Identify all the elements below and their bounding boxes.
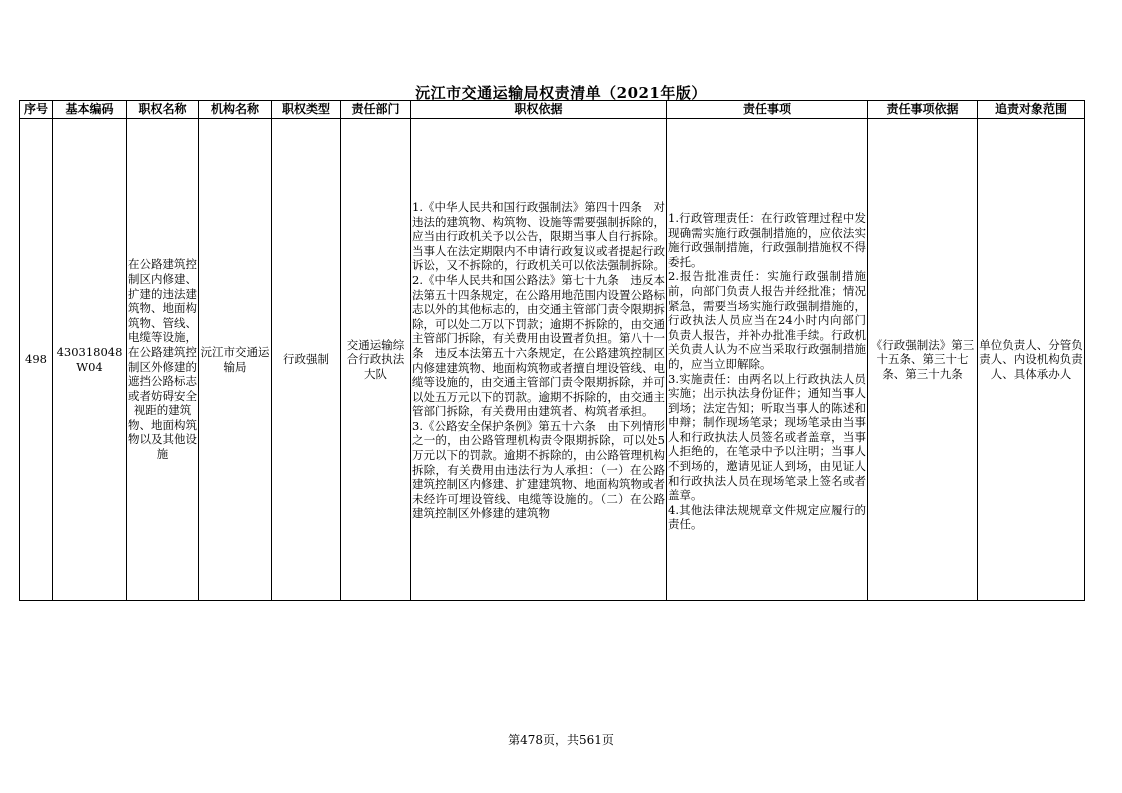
column-header: 责任事项依据: [868, 101, 978, 119]
cell-basis: [411, 119, 667, 601]
column-header: 责任事项: [667, 101, 868, 119]
cell-index: 498: [20, 119, 53, 601]
page-title: 沅江市交通运输局权责清单（2021年版）: [415, 84, 707, 102]
column-header: 机构名称: [199, 101, 272, 119]
column-header: 职权依据: [411, 101, 667, 119]
table-row: [20, 119, 1085, 601]
page-footer: 第478页，共561页: [508, 733, 614, 747]
cell-code: 430318048W04: [53, 119, 127, 601]
power-list-table: [19, 100, 1085, 601]
column-header: 职权类型: [272, 101, 341, 119]
column-header: 职权名称: [127, 101, 199, 119]
cell-resp-basis: 《行政强制法》第三十五条、第三十七条、第三十九条: [868, 119, 978, 601]
cell-dept: 交通运输综合行政执法大队: [341, 119, 411, 601]
column-header: 追责对象范围: [978, 101, 1085, 119]
column-header: 序号: [20, 101, 53, 119]
cell-accountability: 单位负责人、分管负责人、内设机构负责人、具体承办人: [978, 119, 1085, 601]
column-header: 责任部门: [341, 101, 411, 119]
basis-text: 1.《中华人民共和国行政强制法》第四十四条 对违法的建筑物、构筑物、设施等需要强制拆除的，应当由行政机关予以公告，限期当事人自行拆除。当事人在法定期限内不申请行政复议或者提起行政诉讼，又不拆除的，行政机关可以依法强制拆除。 2.《中华人民共和国公路法》第七十九条 违反本法第五十四条规定，在公路用地范围内设置公路标志以外的其他标志的，由交通主管部门责令限期拆除，可以处二万以下罚款；逾期不拆除的，由交通主管部门拆除，有关费用由设置者负担。第八十一条 违反本法第五十六条规定，在公路建筑控制区内修建建筑物、地面构筑物或者擅自埋设管线、电缆等设施的，由交通主管部门责令限期拆除，并可以处五万元以下的罚款。逾期不拆除的，由交通主管部门拆除，有关费用由建筑者、构筑者承担。 3.《公路安全保护条例》第五十六条 由下列情形之一的，由公路管理机构责令限期拆除，可以处5万元以下的罚款。逾期不拆除的，由公路管理机构拆除，有关费用由违法行为人承担：（一）在公路建筑控制区内修建、扩建建筑物、地面构筑物或者未经许可埋设管线、电缆等设施的。（二）在公路建筑控制区外修建的建筑物: [412, 199, 665, 521]
cell-responsibility: [667, 119, 868, 601]
cell-org: 沅江市交通运输局: [199, 119, 272, 601]
cell-power-type: 行政强制: [272, 119, 341, 601]
column-header: 基本编码: [53, 101, 127, 119]
responsibility-text: 1.行政管理责任：在行政管理过程中发现确需实施行政强制措施的，应依法实施行政强制措施，行政强制措施权不得委托。 2.报告批准责任：实施行政强制措施前，向部门负责人报告并经批准；情况紧急，需要当场实施行政强制措施的，行政执法人员应当在24小时内向部门负责人报告，并补办批准手续。行政机关负责人认为不应当采取行政强制措施的，应当立即解除。 3.实施责任：由两名以上行政执法人员实施；出示执法身份证件；通知当事人到场；法定告知；听取当事人的陈述和申辩；制作现场笔录；现场笔录由当事人和行政执法人员签名或者盖章，当事人拒绝的，在笔录中予以注明；当事人不到场的，邀请见证人到场，由见证人和行政执法人员在现场笔录上签名或者盖章。 4.其他法律法规规章文件规定应履行的责任。: [668, 210, 866, 532]
cell-power-name: 在公路建筑控制区内修建、扩建的违法建筑物、地面构筑物、管线、电缆等设施，在公路建筑控制区外修建的遮挡公路标志或者妨碍安全视距的建筑物、地面构筑物以及其他设施: [127, 119, 199, 601]
table-header-row: [20, 101, 1085, 119]
